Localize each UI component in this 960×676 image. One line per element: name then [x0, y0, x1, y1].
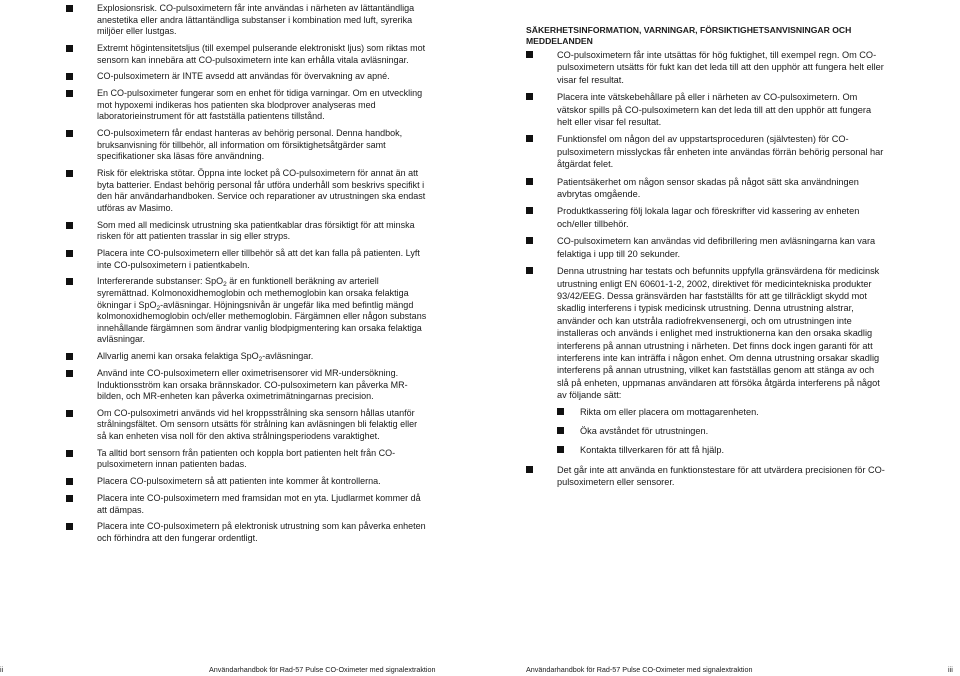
list-item: En CO-pulsoximeter fungerar som en enhet för tidiga varningar. Om en utveckling mot hypoxemi indikeras hos patienten ska blodprover analyseras med laboratorieinstrument för att fastställa patientens tillstånd.	[66, 88, 428, 123]
square-bullet-icon	[66, 130, 73, 137]
square-bullet-icon	[526, 207, 533, 214]
square-bullet-icon	[66, 45, 73, 52]
square-bullet-icon	[526, 237, 533, 244]
square-bullet-icon	[66, 73, 73, 80]
list-item: Placera CO-pulsoximetern så att patienten inte kommer åt kontrollerna.	[66, 476, 428, 488]
list-item: Funktionsfel om någon del av uppstartsproceduren (självtesten) för CO-pulsoximetern misslyckas får enheten inte användas förrän behörig personal har åtgärdat felet.	[526, 133, 888, 170]
square-bullet-icon	[66, 450, 73, 457]
left-footer-title: Användarhandbok för Rad-57 Pulse CO-Oximeter med signalextraktion	[209, 665, 436, 674]
sub-list-item: Rikta om eller placera om mottagarenheten.	[557, 406, 888, 418]
list-item: Explosionsrisk. CO-pulsoximetern får inte användas i närheten av lättantändliga anestetika eller andra lättantändliga substanser i kombination med luft, syrerika miljöer eller lustgas.	[66, 3, 428, 38]
list-item: CO-pulsoximetern är INTE avsedd att användas för övervakning av apné.	[66, 71, 428, 83]
list-item: Allvarlig anemi kan orsaka felaktiga SpO$_2$-avläsningar.	[66, 351, 428, 363]
square-bullet-icon	[526, 93, 533, 100]
list-item: Om CO-pulsoximetri används vid hel kroppsstrålning ska sensorn hållas utanför strålningsfältet. Om sensorn utsätts för strålning kan avläsningen bli felaktig eller så kan enheten visa noll för den aktiva strålningsperiodens varaktighet.	[66, 408, 428, 443]
square-bullet-icon	[526, 51, 533, 58]
square-bullet-icon	[66, 353, 73, 360]
list-item: Det går inte att använda en funktionstestare för att utvärdera precisionen för CO-pulsoximetern eller sensorer.	[526, 464, 888, 489]
square-bullet-icon	[66, 5, 73, 12]
list-item: Placera inte CO-pulsoximetern med framsidan mot en yta. Ljudlarmet kommer då att dämpas.	[66, 493, 428, 516]
square-bullet-icon	[66, 478, 73, 485]
square-bullet-icon	[526, 178, 533, 185]
list-item: Denna utrustning har testats och befunnits uppfylla gränsvärdena för medicinsk utrustning enligt EN 60601-1-2, 2002, direktivet för medicintekniska produkter 93/42/EEG. Dessa gränsvärden har fastställts för att ge tillräckligt skydd mot skadlig interferens i typisk medicinsk utrustning. Denna utrustning alstrar, använder och kan utstråla radiofrekvensenergi, och om utrustningen inte installeras och används i enlighet med instruktionerna kan den orsaka skadlig interferens på annan utrustning i närheten. Det finns dock ingen garanti för att interferens inte kan inträffa i någon enhet. Om denna utrustning orsakar skadlig interferens på annan utrustning, vilket kan fastställas genom att stänga av och slå på enheten, uppmanas användaren att försöka åtgärda interferens på något av följande sätt: Rikta om eller placera om mottagarenheten. Öka avståndet för utrustningen. Kontakta tillverkaren för att få hjälp.	[526, 265, 888, 457]
square-bullet-icon	[66, 222, 73, 229]
square-bullet-icon	[66, 523, 73, 530]
list-item: Extremt högintensitetsljus (till exempel pulserande elektroniskt ljus) som riktas mot sensorn kan innebära att CO-pulsoximetern inte kan erhålla vitala avläsningar.	[66, 43, 428, 66]
sub-list-item: Öka avståndet för utrustningen.	[557, 425, 888, 437]
square-bullet-icon	[66, 90, 73, 97]
left-page-number: ii	[0, 665, 4, 674]
square-bullet-icon	[66, 170, 73, 177]
left-column	[66, 3, 428, 550]
interference-remedy-list	[557, 406, 888, 457]
right-footer-title: Användarhandbok för Rad-57 Pulse CO-Oximeter med signalextraktion	[526, 665, 753, 674]
square-bullet-icon	[526, 466, 533, 473]
right-warning-list	[526, 49, 888, 489]
list-item: Risk för elektriska stötar. Öppna inte locket på CO-pulsoximetern för annat än att byta batterier. Endast behörig personal får utföra underhåll som beskrivs specifikt i den här användarhandboken. Service och reparationer av utrustningen ska endast utföras av Masimo.	[66, 168, 428, 214]
left-warning-list	[66, 3, 428, 545]
square-bullet-icon	[66, 495, 73, 502]
square-bullet-icon	[66, 250, 73, 257]
list-item: Placera inte CO-pulsoximetern på elektronisk utrustning som kan påverka enheten och förhindra att den fungerar ordentligt.	[66, 521, 428, 544]
right-column	[526, 25, 888, 494]
list-item: Placera inte CO-pulsoximetern eller tillbehör så att det kan falla på patienten. Lyft inte CO-pulsoximetern i patientkabeln.	[66, 248, 428, 271]
square-bullet-icon	[557, 408, 564, 415]
list-item: CO-pulsoximetern får inte utsättas för hög fuktighet, till exempel regn. Om CO-pulsoximetern utsätts för fukt kan det leda till att den upphör att fungera helt eller visar fel resultat.	[526, 49, 888, 86]
square-bullet-icon	[557, 446, 564, 453]
list-item: CO-pulsoximetern får endast hanteras av behörig personal. Denna handbok, bruksanvisning för tillbehör, all information om försiktighetsåtgärder samt specifikationer ska läsas före användning.	[66, 128, 428, 163]
list-item: Placera inte vätskebehållare på eller i närheten av CO-pulsoximetern. Om vätskor spills på CO-pulsoximetern kan det leda till att den upphör att fungera helt eller visar fel resultat.	[526, 91, 888, 128]
square-bullet-icon	[526, 135, 533, 142]
list-item: Patientsäkerhet om någon sensor skadas på något sätt ska användningen avbrytas omgående.	[526, 176, 888, 201]
square-bullet-icon	[526, 267, 533, 274]
section-heading: SÄKERHETSINFORMATION, VARNINGAR, FÖRSIKTIGHETSANVISNINGAR OCH MEDDELANDEN	[526, 25, 852, 46]
square-bullet-icon	[66, 278, 73, 285]
square-bullet-icon	[66, 370, 73, 377]
list-item: Produktkassering följ lokala lagar och föreskrifter vid kassering av enheten och/eller tillbehör.	[526, 205, 888, 230]
list-item: Interfererande substanser: SpO$_2$ är en funktionell beräkning av arteriell syremättnad. Kolmonoxidhemoglobin och methemoglobin kan orsaka felaktiga ökningar i SpO$_2$-avläsningar. Höjningsnivån är ungefär lika med befintlig mängd kolmonoxidhemoglobin och/eller methemoglobin. Färgämnen eller någon substans innehållande färgämnen som ändrar vanlig blodpigmentering kan orsaka felaktiga avläsningar.	[66, 276, 428, 346]
list-item: Använd inte CO-pulsoximetern eller oximetrisensorer vid MR-undersökning. Induktionsström kan orsaka brännskador. CO-pulsoximetern kan påverka MR-bilden, och MR-enheten kan påverka oximetrimätningarnas precision.	[66, 368, 428, 403]
right-page-number: iii	[948, 665, 953, 674]
square-bullet-icon	[66, 410, 73, 417]
list-item: Ta alltid bort sensorn från patienten och koppla bort patienten helt från CO-pulsoximetern innan patienten badas.	[66, 448, 428, 471]
sub-list-item: Kontakta tillverkaren för att få hjälp.	[557, 444, 888, 456]
list-item: CO-pulsoximetern kan användas vid defibrillering men avläsningarna kan vara felaktiga i upp till 20 sekunder.	[526, 235, 888, 260]
square-bullet-icon	[557, 427, 564, 434]
list-item: Som med all medicinsk utrustning ska patientkablar dras försiktigt för att minska risken för att patienten trasslar in sig eller stryps.	[66, 220, 428, 243]
